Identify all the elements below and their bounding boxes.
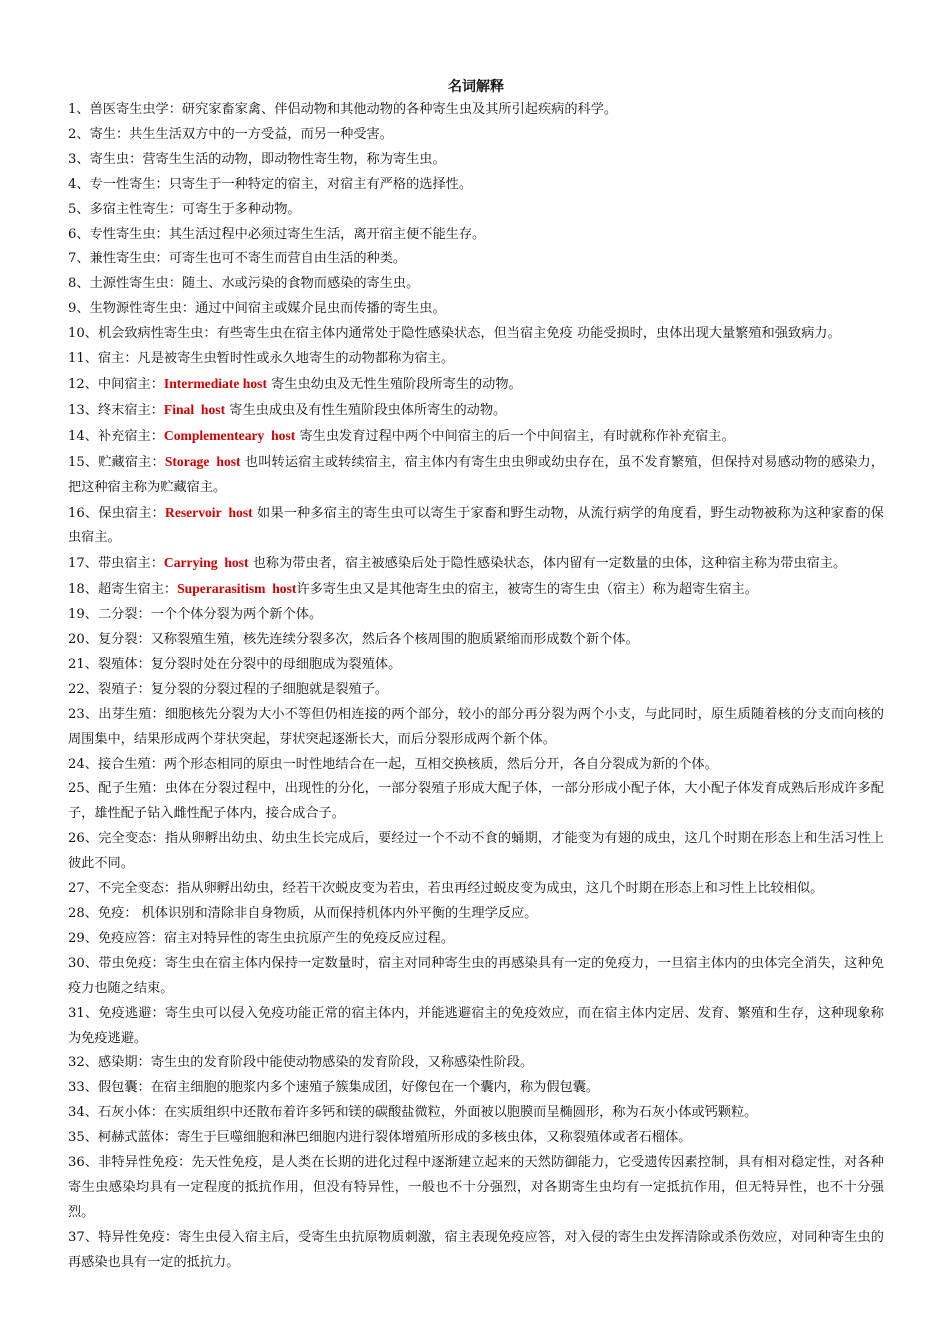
definition-text: 22、裂殖子：复分裂的分裂过程的子细胞就是裂殖子。 (68, 681, 389, 697)
page-title: 名词解释 (448, 79, 504, 95)
definition-text: 21、裂殖体：复分裂时处在分裂中的母细胞成为裂殖体。 (68, 656, 402, 672)
definition-text: 32、感染期：寄生虫的发育阶段中能使动物感染的发育阶段，又称感染性阶段。 (68, 1055, 534, 1071)
definition-text: 35、柯赫式蓝体：寄生于巨噬细胞和淋巴细胞内进行裂体增殖所形成的多核虫体，又称裂殖体或者石榴体。 (68, 1130, 692, 1146)
definition-entry (68, 703, 884, 753)
english-term: Final host (163, 401, 226, 417)
definition-text: 25、配子生殖：虫体在分裂过程中，出现性的分化，一部分裂殖子形成大配子体，一部分形成小配子体，大小配子体发育成熟后形成许多配子，雄性配子钻入雌性配子体内，接合成合子。 (68, 781, 884, 822)
definition-text: 3、寄生虫：营寄生生活的动物，即动物性寄生物，称为寄生虫。 (68, 151, 446, 167)
definition-entry (68, 347, 884, 372)
definition-text: 26、完全变态：指从卵孵出幼虫、幼虫生长完成后，要经过一个不动不食的蛹期，才能变为有翅的成虫，这几个时期在形态上和生活习性上彼此不同。 (68, 831, 884, 872)
definition-text: 13、终末宿主： (68, 402, 164, 418)
definition-entry (68, 653, 884, 678)
definition-text: 4、专一性寄生：只寄生于一种特定的宿主，对宿主有严格的选择性。 (68, 176, 473, 192)
definition-entry (68, 372, 884, 398)
definition-text: 18、超寄生宿主： (68, 582, 178, 598)
definition-text: 12、中间宿主： (68, 376, 164, 392)
definition-text: 16、保虫宿主： (68, 505, 165, 521)
english-term: Superarasitism host (177, 581, 297, 597)
definition-text: 5、多宿主性寄生：可寄生于多种动物。 (68, 201, 301, 217)
definition-entry (68, 952, 884, 1002)
definition-text: 也叫转运宿主或转续宿主，宿主体内有寄生虫虫卵或幼虫存在，虽不发育繁殖，但保持对易感动物的感染力，把这种宿主称为贮藏宿主。 (68, 454, 884, 495)
definition-entry (68, 148, 884, 173)
definition-text: 6、专性寄生虫：其生活过程中必须过寄生生活，离开宿主便不能生存。 (68, 226, 486, 242)
english-term: Carrying host (163, 555, 249, 571)
definition-entry (68, 98, 884, 123)
definition-entry (68, 1226, 884, 1276)
definition-text: 33、假包囊：在宿主细胞的胞浆内多个速殖子簇集成团，好像包在一个囊内，称为假包囊。 (68, 1080, 600, 1096)
definition-text: 寄生虫幼虫及无性生殖阶段所寄生的动物。 (266, 376, 522, 392)
definition-entry (68, 603, 884, 628)
definition-entry (68, 902, 884, 927)
definition-text: 37、特异性免疫：寄生虫侵入宿主后，受寄生虫抗原物质刺激，宿主表现免疫应答，对入侵的寄生虫发挥清除或杀伤效应，对同种寄生虫的再感染也具有一定的抵抗力。 (68, 1229, 884, 1270)
definition-text: 也称为带虫者，宿主被感染后处于隐性感染状态，体内留有一定数量的虫体，这种宿主称为带虫宿主。 (248, 556, 847, 572)
definition-entry (68, 827, 884, 877)
definition-text: 如果一种多宿主的寄生虫可以寄生于家畜和野生动物，从流行病学的角度看，野生动物被称为这种家畜的保虫宿主。 (68, 505, 884, 546)
definition-entry (68, 424, 884, 450)
english-term: Reservoir host (165, 504, 253, 520)
definition-list (68, 98, 884, 1276)
definition-entry (68, 1076, 884, 1101)
definition-entry (68, 247, 884, 272)
definition-entry (68, 223, 884, 248)
english-term: Complementeary host (163, 427, 296, 443)
definition-text: 15、贮藏宿主： (68, 454, 165, 470)
definition-text: 27、不完全变态：指从卵孵出幼虫，经若干次蜕皮变为若虫，若虫再经过蜕皮变为成虫，这几个时期在形态上和习性上比较相似。 (68, 881, 824, 897)
definition-entry (68, 777, 884, 827)
definition-text: 20、复分裂：又称裂殖生殖，核先连续分裂多次，然后各个核周围的胞质紧缩而形成数个新个体。 (68, 632, 639, 648)
definition-entry (68, 753, 884, 778)
definition-text: 31、免疫逃避：寄生虫可以侵入免疫功能正常的宿主体内，并能逃避宿主的免疫效应，而在宿主体内定居、发育、繁殖和生存，这种现象称为免疫逃避。 (68, 1005, 884, 1046)
definition-text: 23、出芽生殖：细胞核先分裂为大小不等但仍相连接的两个部分，较小的部分再分裂为两个小支，与此同时，原生质随着核的分支而向核的周围集中，结果形成两个芽状突起，芽状突起逐渐长大，而后分裂形成两个新个体。 (68, 706, 884, 747)
definition-text: 9、生物源性寄生虫：通过中间宿主或媒介昆虫而传播的寄生虫。 (68, 301, 446, 317)
definition-text: 7、兼性寄生虫：可寄生也可不寄生而营自由生活的种类。 (68, 251, 407, 267)
definition-entry (68, 198, 884, 223)
definition-entry (68, 1151, 884, 1226)
definition-text: 30、带虫免疫：寄生虫在宿主体内保持一定数量时，宿主对同种寄生虫的再感染具有一定的免疫力，一旦宿主体内的虫体完全消失，这种免疫力也随之结束。 (68, 955, 884, 996)
definition-entry (68, 551, 884, 577)
definition-entry (68, 1101, 884, 1126)
definition-text: 许多寄生虫又是其他寄生虫的宿主，被寄生的寄生虫（宿主）称为超寄生宿主。 (296, 582, 758, 598)
definition-text: 19、二分裂：一个个体分裂为两个新个体。 (68, 607, 323, 623)
definition-text: 34、石灰小体：在实质组织中还散布着许多钙和镁的碳酸盐微粒，外面被以胞膜而呈椭圆形，称为石灰小体或钙颗粒。 (68, 1105, 758, 1121)
definition-entry (68, 450, 884, 501)
definition-entry (68, 501, 884, 552)
definition-entry (68, 1126, 884, 1151)
definition-entry (68, 877, 884, 902)
definition-text: 8、土源性寄生虫：随土、水或污染的食物而感染的寄生虫。 (68, 276, 420, 292)
definition-entry (68, 398, 884, 424)
definition-text: 29、免疫应答：宿主对特异性的寄生虫抗原产生的免疫反应过程。 (68, 930, 455, 946)
definition-entry (68, 173, 884, 198)
definition-text: 2、寄生：共生生活双方中的一方受益，而另一种受害。 (68, 126, 393, 142)
definition-text: 14、补充宿主： (68, 428, 164, 444)
definition-text: 11、宿主：凡是被寄生虫暂时性或永久地寄生的动物都称为宿主。 (68, 351, 455, 367)
english-term: Intermediate host (163, 375, 267, 391)
definition-entry (68, 927, 884, 952)
definition-text: 寄生虫成虫及有性生殖阶段虫体所寄生的动物。 (225, 402, 507, 418)
definition-entry (68, 272, 884, 297)
definition-entry (68, 577, 884, 603)
definition-entry (68, 297, 884, 322)
definition-text: 28、免疫： 机体识别和清除非自身物质，从而保持机体内外平衡的生理学反应。 (68, 906, 538, 921)
definition-text: 1、兽医寄生虫学：研究家畜家禽、伴侣动物和其他动物的各种寄生虫及其所引起疾病的科学。 (68, 102, 618, 117)
definition-entry (68, 123, 884, 148)
english-term: Storage host (164, 453, 241, 469)
definition-text: 17、带虫宿主： (68, 556, 164, 572)
definition-entry (68, 628, 884, 653)
definition-text: 36、非特异性免疫：先天性免疫，是人类在长期的进化过程中逐渐建立起来的天然防御能力，它受遗传因素控制，具有相对稳定性，对各种寄生虫感染均具有一定程度的抵抗作用，但没有特异性，一般也不十分强烈，对各期寄生虫均有一定抵抗作用，但无特异性，也不十分强烈。 (68, 1155, 884, 1220)
definition-text: 24、接合生殖：两个形态相同的原虫一时性地结合在一起，互相交换核质，然后分开，各自分裂成为新的个体。 (68, 756, 718, 772)
definition-text: 寄生虫发育过程中两个中间宿主的后一个中间宿主，有时就称作补充宿主。 (295, 428, 735, 444)
definition-text: 10、机会致病性寄生虫：有些寄生虫在宿主体内通常处于隐性感染状态，但当宿主免疫 功能受损时，虫体出现大量繁殖和强致病力。 (68, 326, 841, 342)
definition-entry (68, 678, 884, 703)
definition-entry (68, 1002, 884, 1052)
definition-entry (68, 322, 884, 347)
definition-entry (68, 1051, 884, 1076)
